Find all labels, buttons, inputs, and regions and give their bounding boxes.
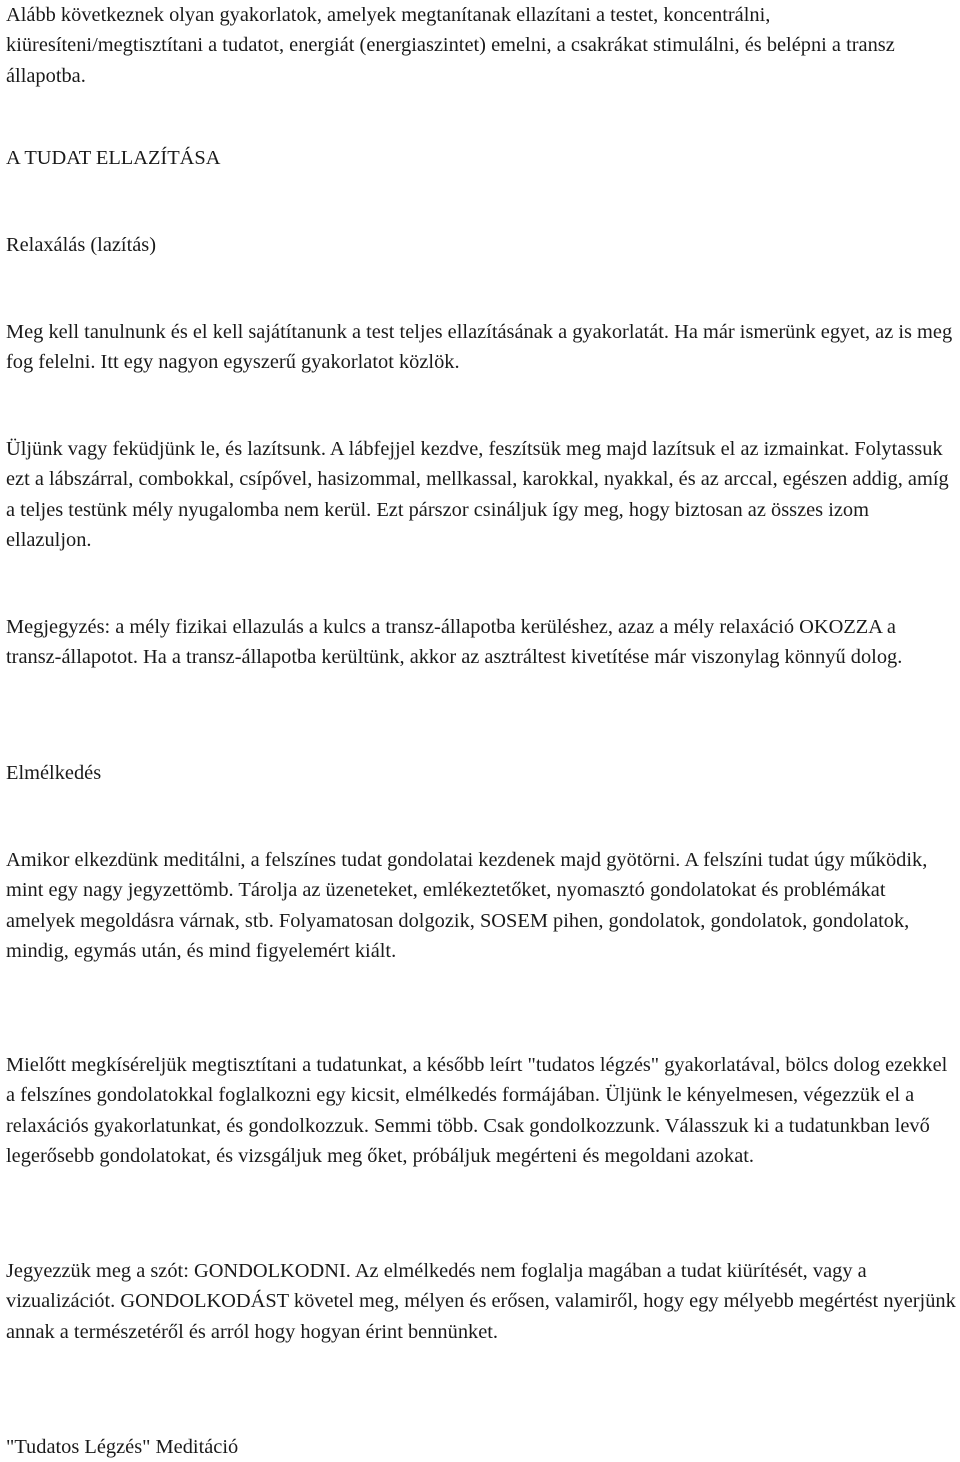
contemplation-paragraph-1: Amikor elkezdünk meditálni, a felszínes tudat gondolatai kezdenek majd gyötörni. A felszíni tudat úgy működik, mint egy nagy jegyzettömb. Tárolja az üzeneteket, emlékeztetőket, nyomasztó gondolatokat és problémákat amelyek megoldásra várnak, stb. Folyamatosan dolgozik, SOSEM pihen, gondolatok, gondolatok, gondolatok, mindig, egymás után, és mind figyelemért kiált. bbox=[6, 849, 928, 963]
intro-paragraph: Alább következnek olyan gyakorlatok, amelyek megtanítanak ellazítani a testet, koncentrálni, kiüresíteni/megtisztítani a tudatot, energiát (energiaszintet) emelni, a csakrákat stimulálni, és belépni a transz állapotba. bbox=[6, 4, 895, 87]
relaxation-paragraph-2: Üljünk vagy feküdjünk le, és lazítsunk. A lábfejjel kezdve, feszítsük meg majd lazítsuk el az izmainkat. Folytassuk ezt a lábszárral, combokkal, csípővel, hasizommal, mellkassal, karokkal, nyakkal, és az arccal, egészen addig, amíg a teljes testünk mély nyugalomba nem kerül. Ezt párszor csináljuk így meg, hogy biztosan az összes izom ellazuljon. bbox=[6, 438, 949, 552]
section-title: A TUDAT ELLAZÍTÁSA bbox=[6, 147, 221, 169]
contemplation-paragraph-2: Mielőtt megkíséreljük megtisztítani a tudatunkat, a később leírt "tudatos légzés" gyakorlatával, bölcs dolog ezekkel a felszínes gondolatokkal foglalkozni egy kicsit, elmélkedés formájában. Üljünk le kényelmesen, végezzük el a relaxációs gyakorlatunkat, és gondolkozzuk. Semmi több. Csak gondolkozzunk. Válasszuk ki a tudatunkban levő legerősebb gondolatokat, és vizsgáljuk meg őket, próbáljuk megérteni és megoldani azokat. bbox=[6, 1054, 948, 1168]
subheading-contemplation: Elmélkedés bbox=[6, 762, 102, 784]
contemplation-paragraph-3: Jegyezzük meg a szót: GONDOLKODNI. Az elmélkedés nem foglalja magában a tudat kiürítését, vagy a vizualizációt. GONDOLKODÁST követel meg, mélyen és erősen, valamiről, hogy egy mélyebb megértést nyerjünk annak a természetéről és arról hogy hogyan érint bennünket. bbox=[6, 1260, 956, 1343]
subheading-breathing-meditation: "Tudatos Légzés" Meditáció bbox=[6, 1436, 239, 1458]
subheading-relaxation: Relaxálás (lazítás) bbox=[6, 234, 157, 256]
relaxation-paragraph-1: Meg kell tanulnunk és el kell sajátítanunk a test teljes ellazításának a gyakorlatát. Ha már ismerünk egyet, az is meg fog felelni. Itt egy nagyon egyszerű gyakorlatot közlök. bbox=[6, 321, 953, 374]
note-paragraph: Megjegyzés: a mély fizikai ellazulás a kulcs a transz-állapotba kerüléshez, azaz a mély relaxáció OKOZZA a transz-állapotot. Ha a transz-állapotba kerültünk, akkor az asztráltest kivetítése már viszonylag könnyű dolog. bbox=[6, 616, 903, 669]
